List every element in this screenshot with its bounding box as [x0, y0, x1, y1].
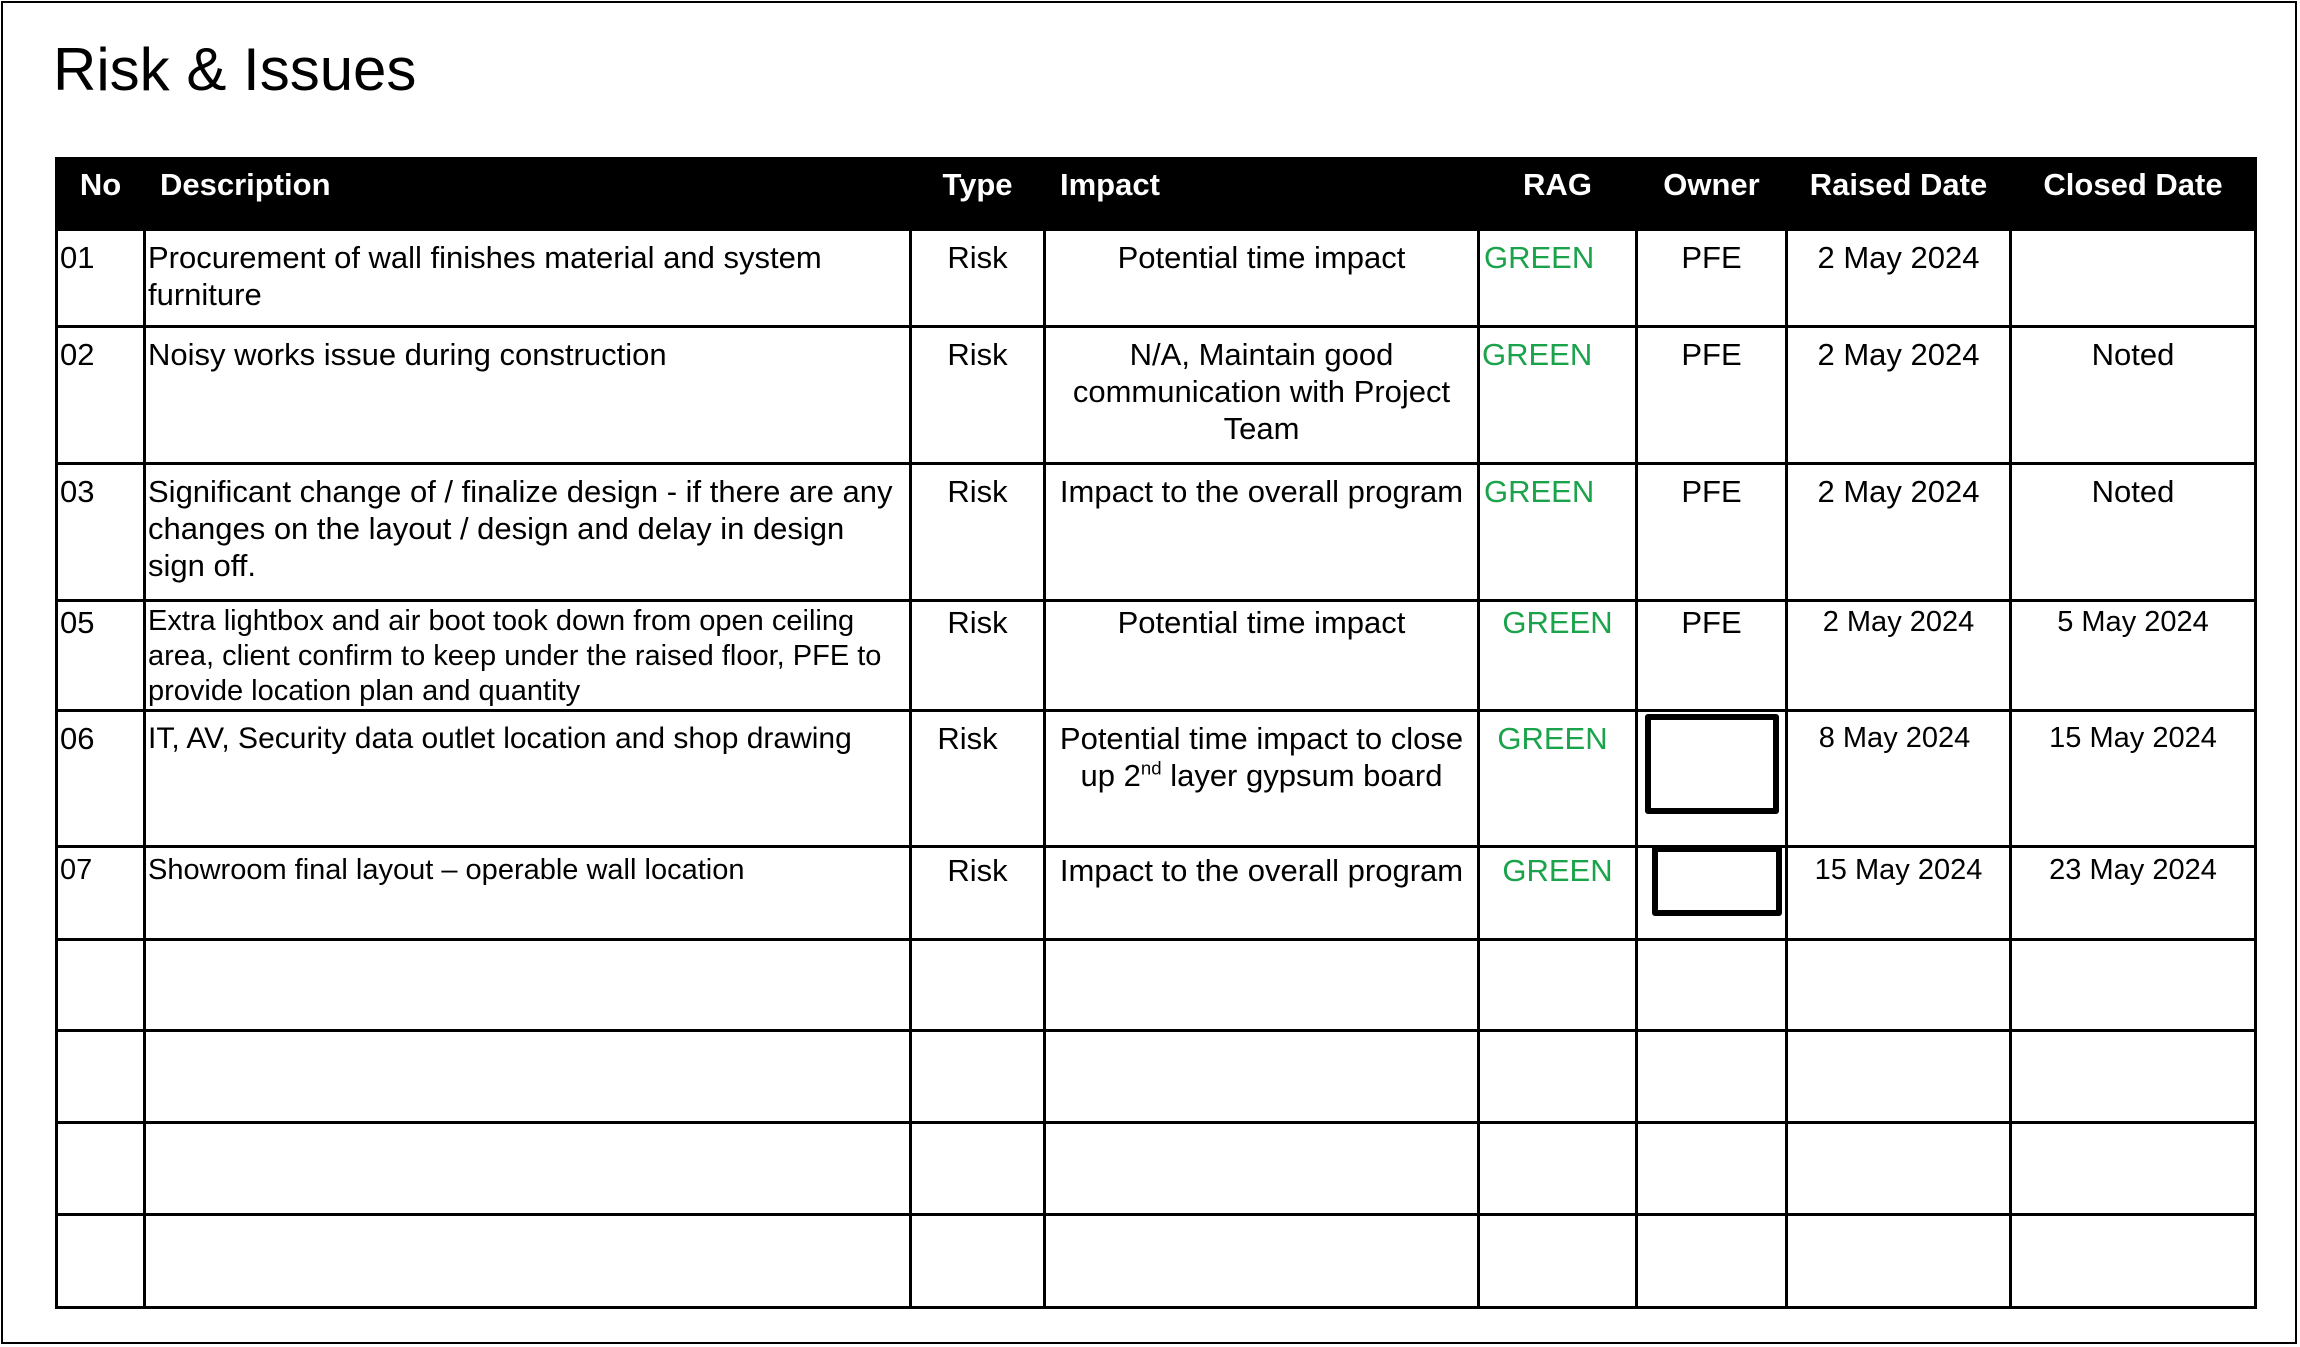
cell-closed-date: Noted: [2011, 464, 2256, 601]
table-row: [57, 327, 2256, 464]
empty-cell: [1637, 1123, 1787, 1215]
cell-owner: PFE: [1637, 230, 1787, 327]
cell-closed-date: [2011, 230, 2256, 327]
cell-description: Extra lightbox and air boot took down from open ceiling area, client confirm to keep under the raised floor, PFE to provide location plan and quantity: [145, 601, 911, 711]
cell-description: IT, AV, Security data outlet location and shop drawing: [145, 711, 911, 847]
cell-type: Risk: [911, 327, 1045, 464]
empty-cell: [145, 1123, 911, 1215]
empty-cell: [1479, 1031, 1637, 1123]
column-header-raised-date: Raised Date: [1787, 159, 2011, 230]
table-row: [57, 464, 2256, 601]
cell-no: 07: [57, 847, 145, 940]
column-header-type: Type: [911, 159, 1045, 230]
empty-cell: [1045, 1215, 1479, 1308]
cell-rag-status: GREEN: [1479, 601, 1637, 711]
cell-type: Risk: [911, 464, 1045, 601]
cell-no: 05: [57, 601, 145, 711]
empty-cell: [1787, 1215, 2011, 1308]
column-header-description: Description: [145, 159, 911, 230]
cell-description: Showroom final layout – operable wall location: [145, 847, 911, 940]
cell-impact: [1045, 711, 1479, 847]
cell-impact: N/A, Maintain good communication with Project Team: [1045, 327, 1479, 464]
empty-cell: [911, 1123, 1045, 1215]
cell-rag-status: GREEN: [1479, 327, 1637, 464]
cell-closed-date: 15 May 2024: [2011, 711, 2256, 847]
cell-owner: [1637, 847, 1787, 940]
empty-cell: [2011, 940, 2256, 1031]
empty-cell: [1479, 1123, 1637, 1215]
empty-cell: [911, 1215, 1045, 1308]
cell-rag-status: GREEN: [1479, 464, 1637, 601]
cell-impact: Impact to the overall program: [1045, 464, 1479, 601]
empty-cell: [2011, 1215, 2256, 1308]
cell-raised-date: 15 May 2024: [1787, 847, 2011, 940]
empty-cell: [1479, 1215, 1637, 1308]
cell-raised-date: 2 May 2024: [1787, 601, 2011, 711]
empty-cell: [1045, 1123, 1479, 1215]
cell-raised-date: 2 May 2024: [1787, 230, 2011, 327]
empty-cell: [1787, 1123, 2011, 1215]
cell-type: Risk: [911, 230, 1045, 327]
table-row: [57, 601, 2256, 711]
cell-owner: PFE: [1637, 327, 1787, 464]
empty-cell: [911, 940, 1045, 1031]
table-row: [57, 847, 2256, 940]
cell-no: 02: [57, 327, 145, 464]
column-header-no: No: [57, 159, 145, 230]
cell-raised-date: 2 May 2024: [1787, 327, 2011, 464]
empty-cell: [1637, 1215, 1787, 1308]
column-header-closed-date: Closed Date: [2011, 159, 2256, 230]
cell-closed-date: 5 May 2024: [2011, 601, 2256, 711]
empty-cell: [57, 1123, 145, 1215]
empty-cell: [57, 1031, 145, 1123]
table-row-empty: [57, 1215, 2256, 1308]
empty-cell: [145, 940, 911, 1031]
empty-cell: [1045, 940, 1479, 1031]
table-row: [57, 230, 2256, 327]
empty-cell: [1045, 1031, 1479, 1123]
empty-cell: [57, 940, 145, 1031]
empty-cell: [1479, 940, 1637, 1031]
cell-rag-status: GREEN: [1479, 230, 1637, 327]
cell-owner: [1637, 711, 1787, 847]
cell-type: Risk: [911, 601, 1045, 711]
owner-redaction-box: [1652, 847, 1782, 917]
empty-cell: [1637, 940, 1787, 1031]
cell-impact: Impact to the overall program: [1045, 847, 1479, 940]
page-title: Risk & Issues: [53, 36, 417, 103]
cell-impact: Potential time impact: [1045, 601, 1479, 711]
cell-rag-status: GREEN: [1479, 847, 1637, 940]
empty-cell: [911, 1031, 1045, 1123]
empty-cell: [2011, 1123, 2256, 1215]
cell-description: Significant change of / finalize design - if there are any changes on the layout / design and delay in design sign off.: [145, 464, 911, 601]
impact-text-continued: layer gypsum board: [1161, 758, 1443, 793]
column-header-owner: Owner: [1637, 159, 1787, 230]
cell-closed-date: Noted: [2011, 327, 2256, 464]
empty-cell: [145, 1215, 911, 1308]
cell-no: 03: [57, 464, 145, 601]
table-row-empty: [57, 1123, 2256, 1215]
table-row: [57, 711, 2256, 847]
cell-description: Procurement of wall finishes material and system furniture: [145, 230, 911, 327]
cell-impact: Potential time impact: [1045, 230, 1479, 327]
empty-cell: [57, 1215, 145, 1308]
cell-description: Noisy works issue during construction: [145, 327, 911, 464]
column-header-impact: Impact: [1045, 159, 1479, 230]
table-row-empty: [57, 940, 2256, 1031]
column-header-rag: RAG: [1479, 159, 1637, 230]
cell-no: 06: [57, 711, 145, 847]
cell-type: Risk: [911, 711, 1045, 847]
empty-cell: [1787, 940, 2011, 1031]
risk-issues-table: [55, 157, 2257, 1309]
table-row-empty: [57, 1031, 2256, 1123]
cell-rag-status: GREEN: [1479, 711, 1637, 847]
cell-owner: PFE: [1637, 601, 1787, 711]
impact-superscript: nd: [1140, 757, 1162, 779]
cell-raised-date: 8 May 2024: [1787, 711, 2011, 847]
cell-no: 01: [57, 230, 145, 327]
empty-cell: [1787, 1031, 2011, 1123]
empty-cell: [145, 1031, 911, 1123]
impact-text: Potential time impact to close up 2: [1059, 721, 1464, 793]
cell-type: Risk: [911, 847, 1045, 940]
table-header-row: [57, 159, 2256, 230]
empty-cell: [2011, 1031, 2256, 1123]
cell-owner: PFE: [1637, 464, 1787, 601]
cell-raised-date: 2 May 2024: [1787, 464, 2011, 601]
owner-redaction-box: [1645, 714, 1779, 814]
cell-closed-date: 23 May 2024: [2011, 847, 2256, 940]
empty-cell: [1637, 1031, 1787, 1123]
